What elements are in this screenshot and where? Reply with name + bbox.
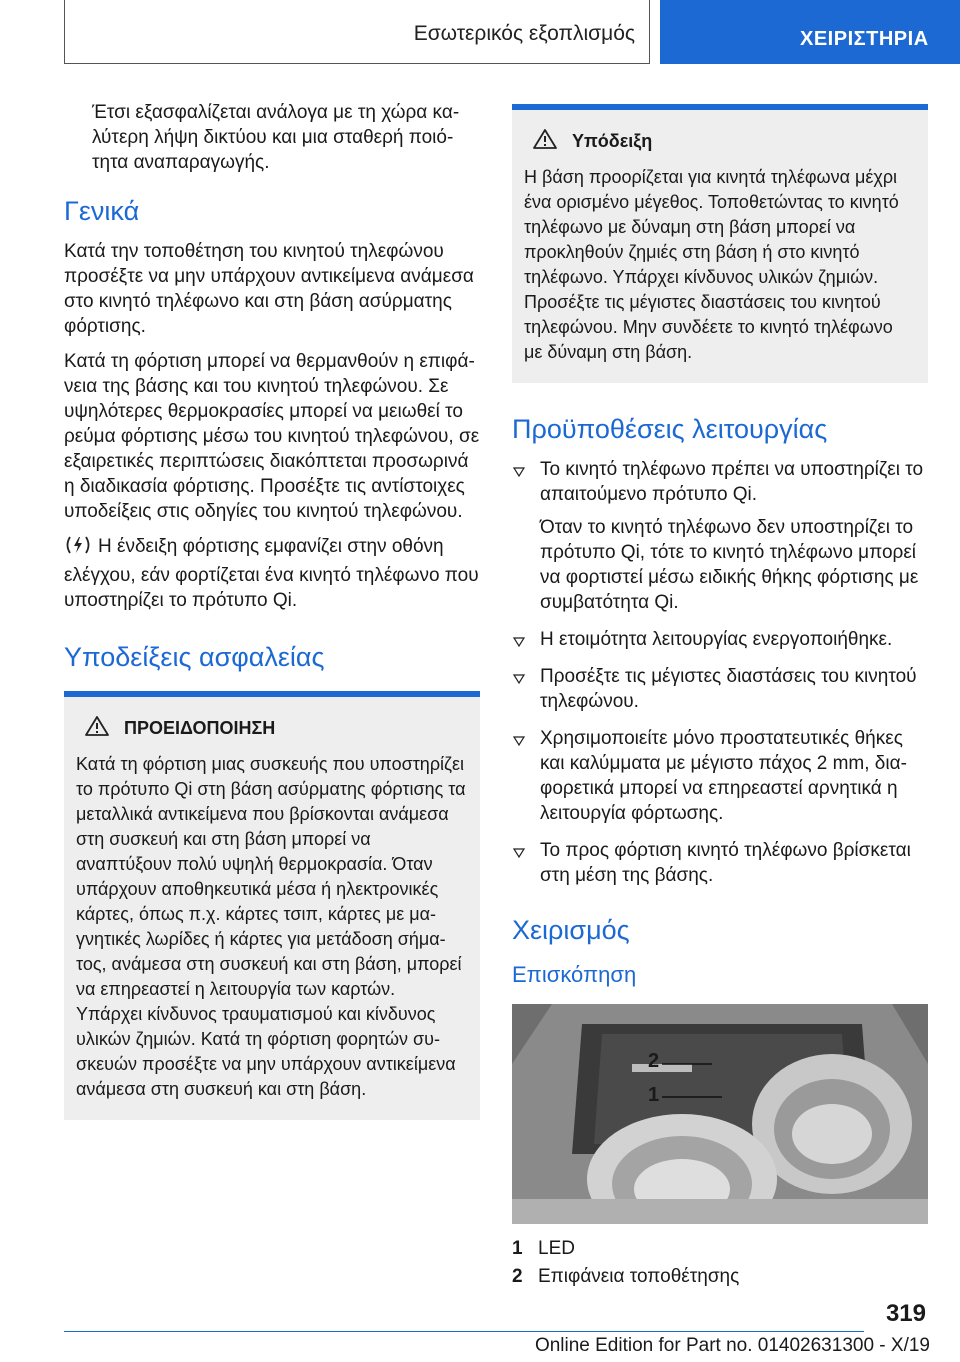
note-text: Η βάση προορίζεται για κινητά τηλέφωνα μέχρι ένα ορισμένο μέγεθος. Τοποθετώντας το κινητό τηλέφωνο με δύναμη στη βάση μπορεί να προκληθούν ζημιές στη βάση ή στο κινητό τηλέφωνο. Υπάρχει κίνδυνος υλικών ζημιών. Προσέξτε τις μέγιστες διαστάσεις του κινητού τηλεφώνου. Μην συνδέετε το κινητό τηλέφωνο με δύναμη στη βάση. [524, 167, 899, 362]
legend-row: 1 LED [512, 1238, 575, 1259]
legend-row: 2 Επιφάνεια τοποθέτησης [512, 1266, 740, 1287]
requirements-list [512, 457, 928, 888]
photo-callout-2: 2 [648, 1050, 660, 1072]
caution-triangle-icon [532, 128, 558, 155]
warning-box [64, 691, 480, 1120]
safety-heading: Υποδείξεις ασφαλείας [64, 642, 325, 672]
charging-indicator-text: Η ένδειξη φόρτισης εμφανίζει στην οθόνη ελέγχου, εάν φορτίζεται ένα κινητό τηλέφωνο που υποστηρίζει το πρότυπο Qi. [64, 536, 479, 611]
left-column [64, 100, 480, 1120]
photo-callout-1: 1 [648, 1084, 660, 1106]
list-item-note: Όταν το κινητό τηλέφωνο δεν υποστηρίζει το πρότυπο Qi, τότε το κινητό τηλέφωνο μπορεί να φορτιστεί μέσω ειδικής θήκης φόρτισης με συμβατότητα Qi. [540, 517, 919, 613]
wireless-charging-icon [64, 534, 92, 563]
triangle-bullet-icon [512, 461, 526, 486]
triangle-bullet-icon [512, 842, 526, 867]
footer-divider [64, 1331, 864, 1332]
warning-triangle-icon [84, 715, 110, 742]
page-number: 319 [885, 1300, 926, 1327]
warning-text: Κατά τη φόρτιση μιας συσκευής που υποστηρίζει το πρότυπο Qi στη βάση ασύρματης φόρτισης τα μεταλλικά αντικείμενα που βρίσκονται ανάμεσα στη συσκευή και στη βάση μπορεί να αναπτύξουν πολύ υψηλή θερμοκρασία. Όταν υπάρχουν αποθηκευτικά μέσα ή ηλεκτρονικές κάρτες, όπως π.χ. κάρτες τσιπ, κάρτες με μαγνητικές λωρίδες ή κάρτες για μετάδοση σήματος, ανάμεσα στη συσκευή και στη βάση, μπορεί να επηρεαστεί η λειτουργία των καρτών. Υπάρχει κίνδυνος τραυματισμού και κίνδυνος υλικών ζημιών. Κατά τη φόρτιση φορητών συσκευών προσέξτε να μην υπάρχουν αντικείμενα ανάμεσα στη συσκευή και στη βάση. [76, 754, 466, 1099]
header-section-box [64, 0, 650, 64]
warning-title: ΠΡΟΕΙΔΟΠΟΙΗΣΗ [124, 718, 276, 738]
chapter-tab[interactable]: ΧΕΙΡΙΣΤΗΡΙΑ [660, 0, 960, 64]
edition-footer[interactable]: Online Edition for Part no. 01402631300 - X/19 [534, 1335, 930, 1356]
triangle-bullet-icon [512, 730, 526, 755]
list-item: Προσέξτε τις μέγιστες διαστάσεις του κινητού τηλεφώνου. [512, 664, 928, 714]
list-item: Η ετοιμότητα λειτουργίας ενεργοποιήθηκε. [512, 627, 928, 652]
overview-heading: Επισκόπηση [512, 962, 637, 987]
triangle-bullet-icon [512, 631, 526, 656]
general-paragraph-3 [64, 534, 480, 613]
list-item: Το κινητό τηλέφωνο πρέπει να υποστηρίζει το απαιτούμενο πρότυπο Qi. Όταν το κινητό τηλέφωνο δεν υποστηρίζει το πρότυπο Qi, τότε το κινητό τηλέφωνο μπορεί να φορτιστεί μέσω ειδικής θήκης φόρτισης με συμβατότητα Qi. [512, 457, 928, 615]
operation-heading: Χειρισμός [512, 915, 630, 945]
charging-tray-photo [512, 1004, 928, 1224]
triangle-bullet-icon [512, 668, 526, 693]
general-heading: Γενικά [64, 196, 140, 226]
intro-paragraph: Έτσι εξασφαλίζεται ανάλογα με τη χώρα καλύτερη λήψη δικτύου και μια σταθερή ποιότητα αναπαραγωγής. [92, 102, 460, 173]
section-title: Εσωτερικός εξοπλισμός [413, 22, 635, 45]
note-box [512, 104, 928, 383]
general-paragraph-1: Κατά την τοποθέτηση του κινητού τηλεφώνου προσέξτε να μην υπάρχουν αντικείμενα ανάμεσα στο κινητό τηλέφωνο και στη βάση ασύρματης φόρτισης. [64, 241, 474, 337]
general-paragraph-2: Κατά τη φόρτιση μπορεί να θερμανθούν η επιφάνεια της βάσης και του κινητού τηλεφώνου. Σε υψηλότερες θερμοκρασίες μπορεί να μειωθεί το ρεύμα φόρτισης μέσω του κινητού τηλεφώνου, σε εξαιρετικές περιπτώσεις διακόπτεται προσωρινά η διαδικασία φόρτισης. Προσέξτε τις αντίστοιχες υποδείξεις στις οδηγίες του κινητού τηλεφώνου. [64, 351, 480, 522]
list-item: Χρησιμοποιείτε μόνο προστατευτικές θήκες και καλύμματα με μέγιστο πάχος 2 mm, διαφορετικά μπορεί να επηρεαστεί αρνητικά η λειτουργία φόρτωσης. [512, 726, 928, 826]
right-column [512, 104, 928, 1292]
legend [512, 1236, 928, 1290]
list-item: Το προς φόρτιση κινητό τηλέφωνο βρίσκεται στη μέση της βάσης. [512, 838, 928, 888]
requirements-heading: Προϋποθέσεις λειτουργίας [512, 414, 828, 444]
note-title: Υπόδειξη [572, 131, 653, 151]
